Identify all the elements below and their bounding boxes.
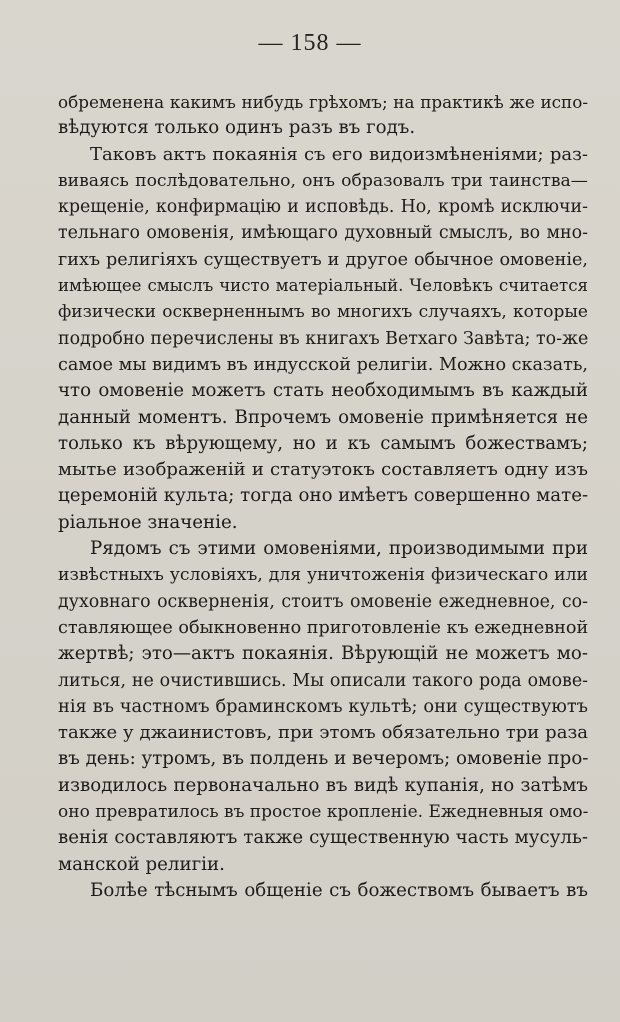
text-line: данный моментъ. Впрочемъ омовеніе примѣняется не bbox=[58, 406, 588, 428]
text-line: подробно перечислены въ книгахъ Ветхаго Завѣта; то-же bbox=[58, 328, 589, 349]
text-line: только къ вѣрующему, но и къ самымъ божествамъ; bbox=[58, 432, 588, 454]
text-line: Рядомъ съ этими омовеніями, производимыми при bbox=[90, 538, 588, 560]
text-line: оно превратилось въ простое кропленіе. Ежедневныя омо- bbox=[58, 802, 589, 823]
text-line: виваясь послѣдовательно, онъ образовалъ три таинства— bbox=[58, 170, 588, 191]
page-number: — 158 — bbox=[258, 30, 362, 56]
text-line: жертвѣ; это—актъ покаянія. Вѣрующій не можетъ мо- bbox=[58, 643, 588, 665]
text-line: гихъ религіяхъ существуетъ и другое обычное омовеніе, bbox=[58, 249, 588, 270]
body-text bbox=[58, 89, 588, 904]
text-line: духовнаго оскверненія, стоитъ омовеніе ежедневное, со- bbox=[58, 591, 588, 612]
text-line: нія въ частномъ браминскомъ культѣ; они существуютъ bbox=[58, 695, 588, 717]
text-line: обременена какимъ нибудь грѣхомъ; на практикѣ же испо- bbox=[58, 92, 588, 112]
text-line: манской религіи. bbox=[58, 853, 225, 875]
text-line: венія составляютъ также существенную часть мусуль- bbox=[58, 827, 588, 849]
text-line: литься, не очистившись. Мы описали такого рода омове- bbox=[58, 670, 588, 691]
text-line: въ день: утромъ, въ полдень и вечеромъ; омовеніе про- bbox=[58, 748, 589, 770]
text-line: ріальное значеніе. bbox=[58, 511, 238, 533]
text-line: церемоній культа; тогда оно имѣетъ совершенно мате- bbox=[58, 485, 589, 507]
text-line: физически оскверненнымъ во многихъ случаяхъ, которые bbox=[58, 302, 588, 323]
text-line: мытье изображеній и статуэтокъ составляетъ одну изъ bbox=[58, 459, 588, 481]
text-line: также у джаинистовъ, при этомъ обязательно три раза bbox=[58, 722, 588, 744]
text-line: крещеніе, конфирмацію и исповѣдь. Но, кромѣ исключи- bbox=[58, 197, 588, 218]
text-line: извѣстныхъ условіяхъ, для уничтоженія физическаго или bbox=[58, 565, 588, 586]
text-line: тельнаго омовенія, имѣющаго духовный смыслъ, во мно- bbox=[58, 223, 588, 244]
text-line: Болѣе тѣснымъ общеніе съ божествомъ бываетъ въ bbox=[90, 879, 588, 901]
text-line: Таковъ актъ покаянія съ его видоизмѣненіями; раз- bbox=[90, 143, 588, 165]
text-line: самое мы видимъ въ индусской религіи. Можно сказать, bbox=[58, 354, 588, 375]
text-line: изводилось первоначально въ видѣ купанія, но затѣмъ bbox=[58, 774, 588, 796]
text-line: вѣдуются только одинъ разъ въ годъ. bbox=[58, 117, 416, 139]
text-line: имѣющее смыслъ чисто матеріальный. Человѣкъ считается bbox=[58, 276, 588, 296]
text-line: ставляющее обыкновенно приготовленіе къ ежедневной bbox=[58, 617, 589, 638]
text-line: что омовеніе можетъ стать необходимымъ въ каждый bbox=[58, 380, 588, 402]
